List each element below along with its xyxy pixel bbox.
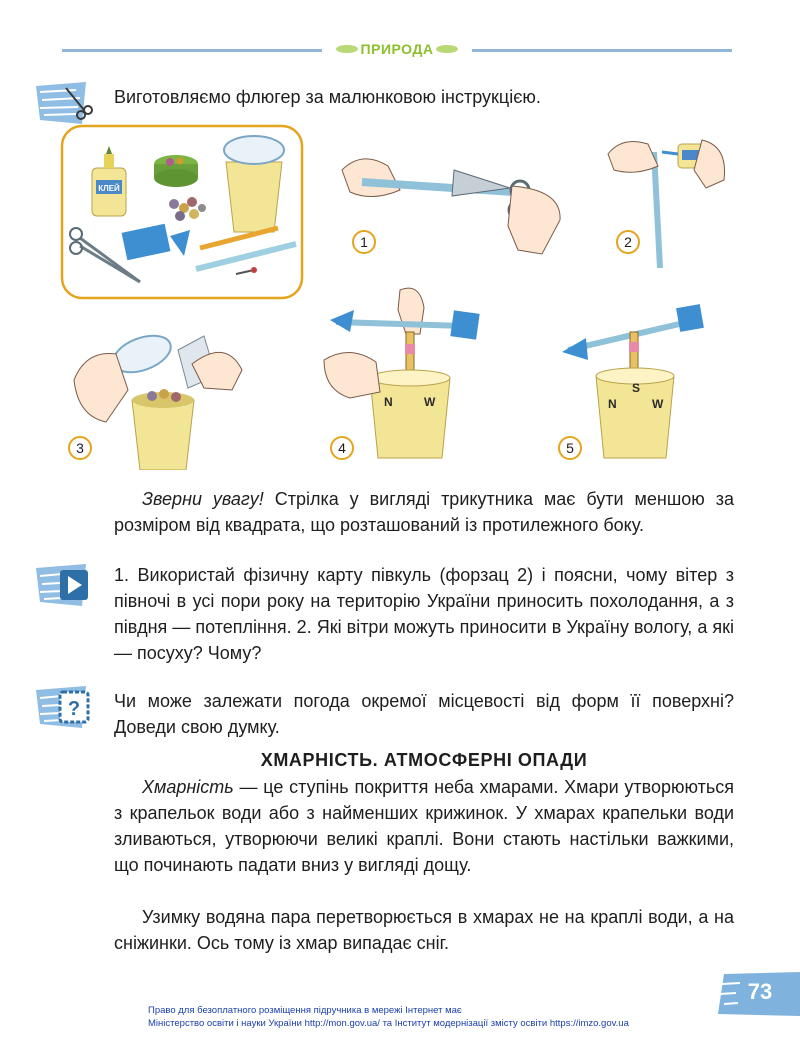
leaf-ornament-left	[336, 45, 358, 53]
footer-line-2: Міністерство освіти і науки України http://mon.gov.ua/ та Інститут модернізації змісту освіти https://imzo.gov.ua	[148, 1018, 629, 1029]
section-header-label: ПРИРОДА	[360, 41, 434, 57]
section-paragraph-2: Узимку водяна пара перетворюється в хмарах не на краплі води, а на сніжинки. Ось тому із хмар випадає сніг.	[114, 907, 734, 953]
materials-illustration	[60, 124, 304, 300]
step-3-badge: 3	[68, 436, 92, 460]
step-2-illustration	[596, 130, 736, 270]
footer-notice	[148, 1004, 629, 1030]
footer-line-1: Право для безоплатного розміщення підручника в мережі Інтернет має	[148, 1005, 462, 1016]
step-5-badge: 5	[558, 436, 582, 460]
question-icon	[36, 686, 94, 728]
cup5-letter-s: S	[632, 381, 641, 395]
section-paragraph-1-text: — це ступінь покриття неба хмарами. Хмари утворюються з крапельок води або з найменших крижинок. У хмарах крапельки води зливаються, утворюючи великі краплі. Вони стають настільки важкими, що починають падати вниз у вигляді дощу.	[114, 777, 734, 875]
section-header	[322, 40, 472, 58]
instruction-text: Виготовляємо флюгер за малюнковою інструкцією.	[114, 87, 541, 107]
leaf-ornament-right	[436, 45, 458, 53]
step-4-badge: 4	[330, 436, 354, 460]
section-paragraph-1	[114, 774, 734, 878]
step-3-illustration	[66, 330, 246, 470]
cup5-letter-n: N	[608, 397, 617, 411]
step-2-badge: 2	[616, 230, 640, 254]
glue-label: КЛЕЙ	[98, 184, 120, 193]
cup-letter-n: N	[384, 395, 393, 409]
play-task-icon	[36, 564, 94, 606]
term-cloudiness: Хмарність	[142, 777, 234, 797]
task-text: 1. Використай фізичну карту півкуль (форзац 2) і поясни, чому вітер з півночі в усі пори року на територію України приносить похолодання, а з півдня — потепління. 2. Які вітри можуть приносити в Україну вологу, а які — посуху? Чому?	[114, 565, 734, 663]
attention-note-text: Стрілка у вигляді трикутника має бути меншою за розміром від квадрата, що розташований із протилежного боку.	[114, 489, 734, 535]
attention-note-emphasis: Зверни увагу!	[142, 489, 264, 509]
question-text: Чи може залежати погода окремої місцевості від форм її поверхні? Доведи свою думку.	[114, 691, 734, 737]
scissors-activity-icon	[36, 82, 94, 124]
step-5-illustration	[556, 292, 726, 468]
svg-text:?: ?	[67, 698, 81, 720]
section-title: ХМАРНІСТЬ. АТМОСФЕРНІ ОПАДИ	[260, 750, 588, 770]
cup-letter-w: W	[424, 395, 436, 409]
step-1-badge: 1	[352, 230, 376, 254]
cup5-letter-w: W	[652, 397, 664, 411]
attention-note	[114, 486, 734, 538]
page-number: 73	[747, 979, 773, 1004]
